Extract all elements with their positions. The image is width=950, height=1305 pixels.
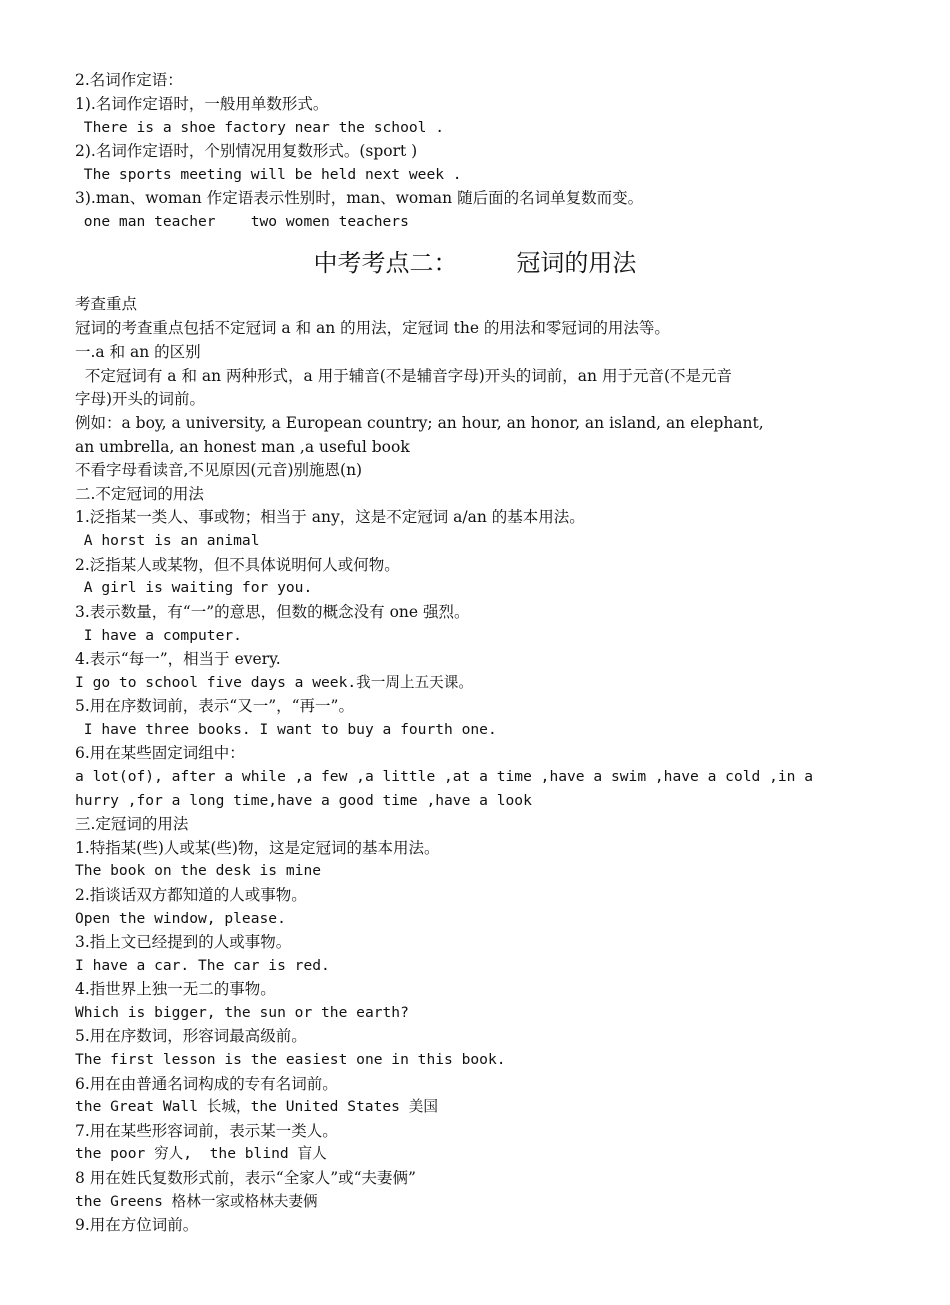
text-line: 例如：a boy, a university, a European country; an hour, an honor, an island, an elephant,	[75, 414, 764, 432]
example-line: the poor 穷人, the blind 盲人	[75, 1145, 327, 1162]
text-line: 2).名词作定语时，个别情况用复数形式。(sport )	[75, 142, 418, 160]
example-line: The first lesson is the easiest one in this book.	[75, 1051, 506, 1068]
subheading: 三.定冠词的用法	[75, 815, 189, 833]
text-line: 1.泛指某一类人、事或物；相当于 any，这是不定冠词 a/an 的基本用法。	[75, 508, 585, 526]
text-line: 冠词的考查重点包括不定冠词 a 和 an 的用法，定冠词 the 的用法和零冠词的用法等。	[75, 319, 670, 337]
text-line: 字母)开头的词前。	[75, 390, 206, 408]
text-line: 2.指谈话双方都知道的人或事物。	[75, 886, 307, 904]
text-line: 7.用在某些形容词前，表示某一类人。	[75, 1122, 338, 1140]
text-line: 不看字母看读音,不见原因(元音)别施恩(n)	[75, 461, 363, 479]
example-line: I have a computer.	[75, 627, 242, 644]
text-line: 不定冠词有 a 和 an 两种形式，a 用于辅音(不是辅音字母)开头的词前，an 用于元音(不是元音	[75, 367, 732, 385]
example-line: There is a shoe factory near the school .	[75, 119, 445, 136]
text-line: 2.名词作定语：	[75, 71, 183, 89]
text-line: 2.泛指某人或某物，但不具体说明何人或何物。	[75, 556, 400, 574]
example-line: I go to school five days a week.我一周上五天课。	[75, 674, 473, 691]
text-line: 4.指世界上独一无二的事物。	[75, 980, 276, 998]
text-line: 3.表示数量，有“一”的意思，但数的概念没有 one 强烈。	[75, 603, 470, 621]
example-line: Which is bigger, the sun or the earth?	[75, 1004, 409, 1021]
section-title: 中考考点二： 冠词的用法	[313, 249, 637, 277]
example-line: The book on the desk is mine	[75, 862, 322, 879]
text-line: 5.用在序数词，形容词最高级前。	[75, 1027, 307, 1045]
text-line: 6.用在由普通名词构成的专有名词前。	[75, 1075, 338, 1093]
example-line: the Great Wall 长城，the United States 美国	[75, 1098, 438, 1115]
text-line: 8 用在姓氏复数形式前，表示“全家人”或“夫妻俩”	[75, 1169, 416, 1187]
example-line: I have three books. I want to buy a fourth one.	[75, 721, 497, 738]
text-line: 考查重点	[75, 295, 138, 313]
text-line: 3.指上文已经提到的人或事物。	[75, 933, 292, 951]
subheading: 一.a 和 an 的区别	[75, 343, 201, 361]
text-line: 6.用在某些固定词组中：	[75, 744, 245, 762]
text-line: 4.表示“每一”，相当于 every.	[75, 650, 281, 668]
example-line: Open the window, please.	[75, 910, 286, 927]
example-line: hurry ,for a long time,have a good time ,have a look	[75, 792, 532, 809]
example-line: a lot(of), after a while ,a few ,a little ,at a time ,have a swim ,have a cold ,in a	[75, 768, 814, 785]
subheading: 二.不定冠词的用法	[75, 485, 204, 503]
text-line: 9.用在方位词前。	[75, 1216, 199, 1234]
example-line: A girl is waiting for you.	[75, 579, 313, 596]
example-line: I have a car. The car is red.	[75, 957, 330, 974]
example-line: The sports meeting will be held next week .	[75, 166, 462, 183]
text-line: 1).名词作定语时，一般用单数形式。	[75, 95, 329, 113]
text-line: 1.特指某(些)人或某(些)物，这是定冠词的基本用法。	[75, 839, 440, 857]
example-line: the Greens 格林一家或格林夫妻俩	[75, 1193, 318, 1210]
text-line: 5.用在序数词前，表示“又一”，“再一”。	[75, 697, 354, 715]
example-line: one man teacher two women teachers	[75, 213, 409, 230]
text-line: 3).man、woman 作定语表示性别时，man、woman 随后面的名词单复数而变。	[75, 189, 644, 207]
example-line: A horst is an animal	[75, 532, 260, 549]
text-line: an umbrella, an honest man ,a useful book	[75, 438, 410, 456]
